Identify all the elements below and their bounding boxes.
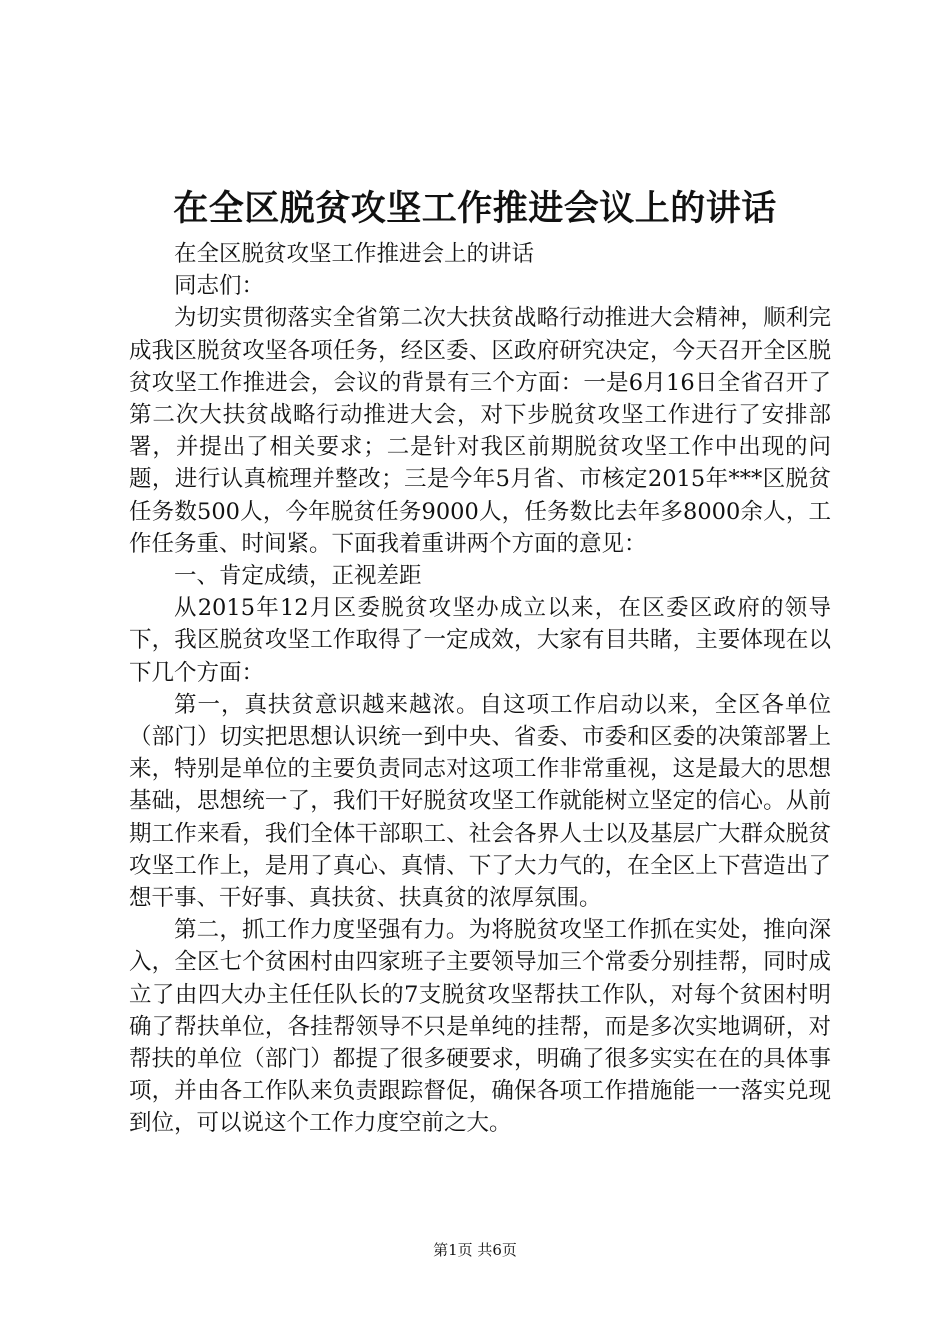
document-title: 在全区脱贫攻坚工作推进会议上的讲话 <box>173 188 777 229</box>
paragraph-achievements: 从2015年12月区委脱贫攻坚办成立以来，在区委区政府的领导下，我区脱贫攻坚工作取得了一定成效，大家有目共睹，主要体现在以下几个方面： <box>129 595 831 686</box>
speech-subtitle: 在全区脱贫攻坚工作推进会上的讲话 <box>174 241 535 267</box>
paragraph-point-1: 第一，真扶贫意识越来越浓。自这项工作启动以来，全区各单位（部门）切实把思想认识统一到中央、省委、市委和区委的决策部署上来，特别是单位的主要负责同志对这项工作非常重视，这是最大的思想基础，思想统一了，我们干好脱贫攻坚工作就能树立坚定的信心。从前期工作来看，我们全体干部职工、社会各界人士以及基层广大群众脱贫攻坚工作上，是用了真心、真情、下了大力气的，在全区上下营造出了想干事、干好事、真扶贫、扶真贫的浓厚氛围。 <box>129 691 831 912</box>
paragraph-point-2: 第二，抓工作力度坚强有力。为将脱贫攻坚工作抓在实处，推向深入，全区七个贫困村由四家班子主要领导加三个常委分别挂帮，同时成立了由四大办主任任队长的7支脱贫攻坚帮扶工作队，对每个贫困村明确了帮扶单位，各挂帮领导不只是单纯的挂帮，而是多次实地调研，对帮扶的单位（部门）都提了很多硬要求，明确了很多实实在在的具体事项，并由各工作队来负责跟踪督促，确保各项工作措施能一一落实兑现到位，可以说这个工作力度空前之大。 <box>129 917 831 1137</box>
section-heading-1: 一、肯定成绩，正视差距 <box>174 563 422 590</box>
page-footer: 第1页 共6页 <box>433 1241 517 1259</box>
salutation: 同志们： <box>174 273 265 300</box>
paragraph-intro: 为切实贯彻落实全省第二次大扶贫战略行动推进大会精神，顺利完成我区脱贫攻坚各项任务，经区委、区政府研究决定，今天召开全区脱贫攻坚工作推进会，会议的背景有三个方面：一是6月16日全省召开了第二次大扶贫战略行动推进大会，对下步脱贫攻坚工作进行了安排部署，并提出了相关要求；二是针对我区前期脱贫攻坚工作中出现的问题，进行认真梳理并整改；三是今年5月省、市核定2015年***区脱贫任务数500人，今年脱贫任务9000人，任务数比去年多8000余人，工作任务重、时间紧。下面我着重讲两个方面的意见： <box>129 305 831 557</box>
document-body <box>129 238 831 1140</box>
